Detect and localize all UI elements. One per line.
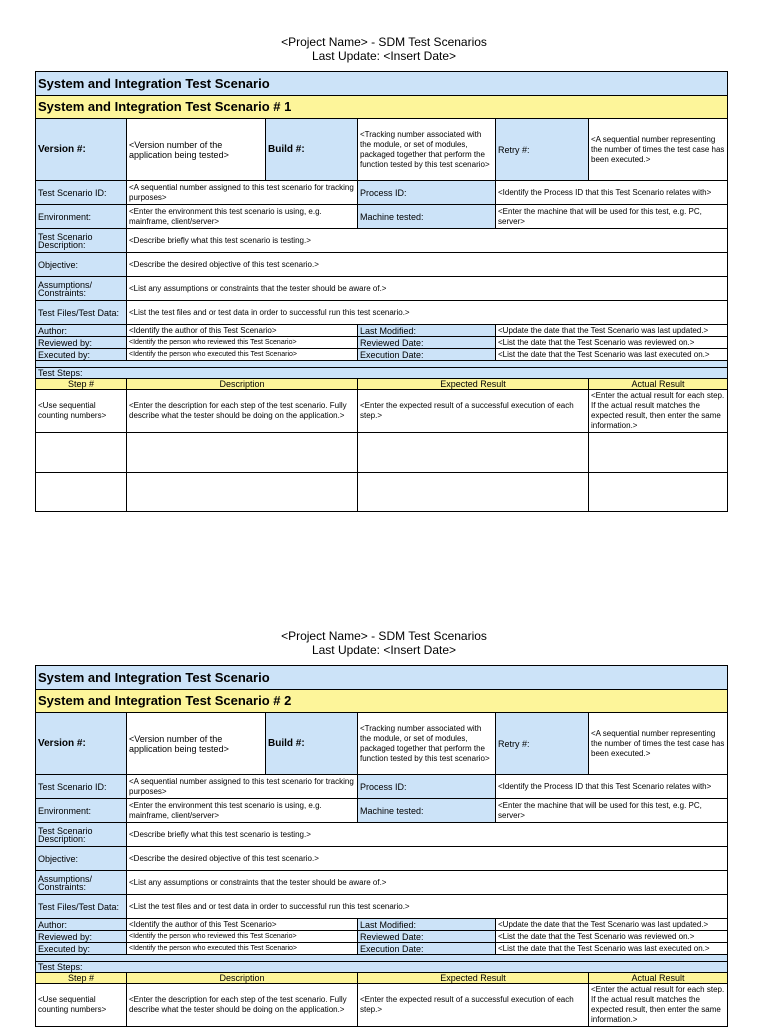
reviewed-date-label: Reviewed Date:: [358, 931, 496, 943]
table-row: [36, 984, 728, 1027]
test-steps-label: Test Steps:: [36, 962, 728, 973]
reviewed-by-value: <Identify the person who reviewed this Test Scenario>: [127, 931, 358, 943]
execution-date-value: <List the date that the Test Scenario was last executed on.>: [496, 943, 728, 955]
test-steps-label: Test Steps:: [36, 368, 728, 379]
execution-date-label: Execution Date:: [358, 943, 496, 955]
build-label: Build #:: [266, 713, 358, 775]
page-1: [0, 35, 768, 63]
last-modified-value: <Update the date that the Test Scenario was last updated.>: [496, 325, 728, 337]
files-label: Test Files/Test Data:: [36, 301, 127, 325]
retry-label: Retry #:: [496, 713, 589, 775]
col-actual-header: Actual Result: [589, 973, 728, 984]
reviewed-date-label: Reviewed Date:: [358, 337, 496, 349]
step-cell: <Use sequential counting numbers>: [36, 984, 127, 1027]
assumptions-label: Assumptions/ Constraints:: [36, 871, 127, 895]
description-label: Test Scenario Description:: [36, 229, 127, 253]
process-id-value: <Identify the Process ID that this Test Scenario relates with>: [496, 775, 728, 799]
files-label: Test Files/Test Data:: [36, 895, 127, 919]
build-label: Build #:: [266, 119, 358, 181]
executed-by-label: Executed by:: [36, 943, 127, 955]
page-2: [0, 629, 768, 657]
executed-by-value: <Identify the person who executed this Test Scenario>: [127, 943, 358, 955]
scenario-title: System and Integration Test Scenario # 2: [36, 690, 728, 713]
document-title: <Project Name> - SDM Test Scenarios: [281, 35, 487, 49]
description-value: <Describe briefly what this test scenario is testing.>: [127, 229, 728, 253]
description-value: <Describe briefly what this test scenario is testing.>: [127, 823, 728, 847]
objective-value: <Describe the desired objective of this test scenario.>: [127, 253, 728, 277]
col-expected-header: Expected Result: [358, 379, 589, 390]
step-cell: <Use sequential counting numbers>: [36, 390, 127, 433]
step-cell[interactable]: [36, 473, 127, 512]
document-title: <Project Name> - SDM Test Scenarios: [281, 629, 487, 643]
actual-cell: <Enter the actual result for each step. If the actual result matches the expected result, then enter the same information.>: [589, 984, 728, 1027]
environment-value: <Enter the environment this test scenario is using, e.g. mainframe, client/server>: [127, 205, 358, 229]
scenario-id-label: Test Scenario ID:: [36, 775, 127, 799]
environment-value: <Enter the environment this test scenario is using, e.g. mainframe, client/server>: [127, 799, 358, 823]
version-value: <Version number of the application being tested>: [127, 713, 266, 775]
col-description-header: Description: [127, 379, 358, 390]
machine-value: <Enter the machine that will be used for this test, e.g. PC, server>: [496, 205, 728, 229]
reviewed-date-value: <List the date that the Test Scenario was reviewed on.>: [496, 337, 728, 349]
build-value: <Tracking number associated with the module, or set of modules, packaged together that perform the function tested by this test scenario>: [358, 713, 496, 775]
table-row: [36, 473, 728, 512]
last-modified-label: Last Modified:: [358, 919, 496, 931]
retry-value: <A sequential number representing the number of times the test case has been executed.>: [589, 119, 728, 181]
description-cell: <Enter the description for each step of the test scenario. Fully describe what the tester should be doing on the application.>: [127, 984, 358, 1027]
actual-cell[interactable]: [589, 473, 728, 512]
scenario-id-label: Test Scenario ID:: [36, 181, 127, 205]
col-description-header: Description: [127, 973, 358, 984]
col-step-header: Step #: [36, 973, 127, 984]
section-title: System and Integration Test Scenario: [36, 72, 728, 96]
assumptions-label: Assumptions/ Constraints:: [36, 277, 127, 301]
version-label: Version #:: [36, 713, 127, 775]
description-cell: <Enter the description for each step of the test scenario. Fully describe what the tester should be doing on the application.>: [127, 390, 358, 433]
retry-label: Retry #:: [496, 119, 589, 181]
files-value: <List the test files and or test data in order to successful run this test scenario.>: [127, 301, 728, 325]
col-actual-header: Actual Result: [589, 379, 728, 390]
expected-cell[interactable]: [358, 473, 589, 512]
files-value: <List the test files and or test data in order to successful run this test scenario.>: [127, 895, 728, 919]
col-step-header: Step #: [36, 379, 127, 390]
assumptions-value: <List any assumptions or constraints that the tester should be aware of.>: [127, 871, 728, 895]
page-header: [0, 629, 768, 657]
description-label: Test Scenario Description:: [36, 823, 127, 847]
machine-value: <Enter the machine that will be used for this test, e.g. PC, server>: [496, 799, 728, 823]
expected-cell: <Enter the expected result of a successful execution of each step.>: [358, 390, 589, 433]
description-cell[interactable]: [127, 473, 358, 512]
author-label: Author:: [36, 919, 127, 931]
scenario-title: System and Integration Test Scenario # 1: [36, 96, 728, 119]
reviewed-date-value: <List the date that the Test Scenario was reviewed on.>: [496, 931, 728, 943]
actual-cell: <Enter the actual result for each step. If the actual result matches the expected result, then enter the same information.>: [589, 390, 728, 433]
spacer-row: [36, 361, 728, 368]
page-header: [0, 35, 768, 63]
table-row: [36, 433, 728, 473]
reviewed-by-label: Reviewed by:: [36, 337, 127, 349]
version-label: Version #:: [36, 119, 127, 181]
author-label: Author:: [36, 325, 127, 337]
last-update: Last Update: <Insert Date>: [311, 643, 457, 657]
col-expected-header: Expected Result: [358, 973, 589, 984]
expected-cell: <Enter the expected result of a successful execution of each step.>: [358, 984, 589, 1027]
author-value: <Identify the author of this Test Scenario>: [127, 919, 358, 931]
process-id-label: Process ID:: [358, 775, 496, 799]
execution-date-label: Execution Date:: [358, 349, 496, 361]
test-scenario-table-1: [35, 71, 728, 512]
expected-cell[interactable]: [358, 433, 589, 473]
objective-value: <Describe the desired objective of this test scenario.>: [127, 847, 728, 871]
executed-by-label: Executed by:: [36, 349, 127, 361]
reviewed-by-label: Reviewed by:: [36, 931, 127, 943]
section-title: System and Integration Test Scenario: [36, 666, 728, 690]
reviewed-by-value: <Identify the person who reviewed this Test Scenario>: [127, 337, 358, 349]
execution-date-value: <List the date that the Test Scenario was last executed on.>: [496, 349, 728, 361]
test-scenario-table-2: [35, 665, 728, 1027]
objective-label: Objective:: [36, 847, 127, 871]
process-id-value: <Identify the Process ID that this Test Scenario relates with>: [496, 181, 728, 205]
assumptions-value: <List any assumptions or constraints that the tester should be aware of.>: [127, 277, 728, 301]
scenario-id-value: <A sequential number assigned to this test scenario for tracking purposes>: [127, 181, 358, 205]
last-modified-value: <Update the date that the Test Scenario was last updated.>: [496, 919, 728, 931]
spacer-row: [36, 955, 728, 962]
description-cell[interactable]: [127, 433, 358, 473]
machine-label: Machine tested:: [358, 205, 496, 229]
last-modified-label: Last Modified:: [358, 325, 496, 337]
process-id-label: Process ID:: [358, 181, 496, 205]
build-value: <Tracking number associated with the module, or set of modules, packaged together that perform the function tested by this test scenario>: [358, 119, 496, 181]
author-value: <Identify the author of this Test Scenario>: [127, 325, 358, 337]
version-value: <Version number of the application being tested>: [127, 119, 266, 181]
step-cell[interactable]: [36, 433, 127, 473]
machine-label: Machine tested:: [358, 799, 496, 823]
environment-label: Environment:: [36, 205, 127, 229]
actual-cell[interactable]: [589, 433, 728, 473]
table-row: [36, 390, 728, 433]
objective-label: Objective:: [36, 253, 127, 277]
retry-value: <A sequential number representing the number of times the test case has been executed.>: [589, 713, 728, 775]
executed-by-value: <Identify the person who executed this Test Scenario>: [127, 349, 358, 361]
scenario-id-value: <A sequential number assigned to this test scenario for tracking purposes>: [127, 775, 358, 799]
environment-label: Environment:: [36, 799, 127, 823]
last-update: Last Update: <Insert Date>: [311, 49, 457, 63]
